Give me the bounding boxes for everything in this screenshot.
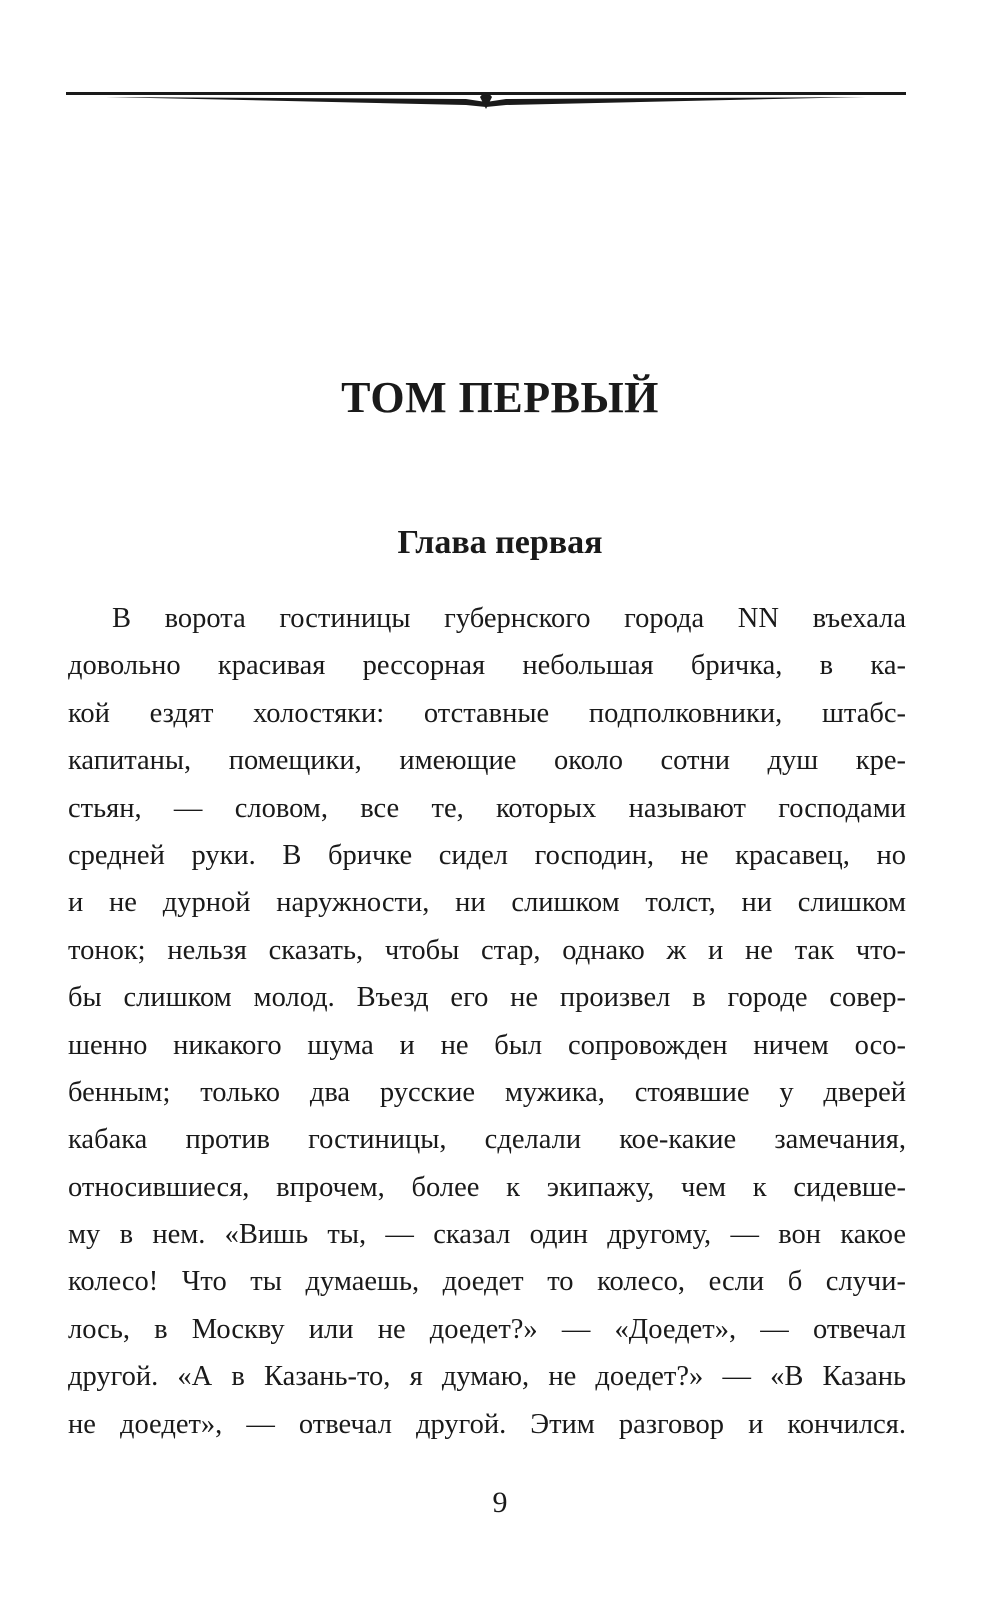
text-line: лось, в Москву или не доедет?» — «Доедет», — отвечал — [68, 1313, 906, 1345]
text-line: бы слишком молод. Въезд его не произвел в городе совер- — [68, 982, 906, 1014]
text-line: другой. «А в Казань-то, я думаю, не доедет?» — «В Казань — [68, 1361, 906, 1393]
text-line: кой ездят холостяки: отставные подполковники, штабс- — [68, 697, 906, 729]
header-ornament-rule — [66, 88, 906, 114]
text-line: бенным; только два русские мужика, стоявшие у дверей — [68, 1076, 906, 1108]
text-line: му в нем. «Вишь ты, — сказал один другому, — вон какое — [68, 1219, 906, 1251]
text-line: колесо! Что ты думаешь, доедет то колесо, если б случи- — [68, 1266, 906, 1298]
text-line: довольно красивая рессорная небольшая бричка, в ка- — [68, 650, 906, 682]
text-line: шенно никакого шума и не был сопровожден ничем осо- — [68, 1029, 906, 1061]
text-line: стьян, — словом, все те, которых называют господами — [68, 792, 906, 824]
page-number: 9 — [492, 1486, 508, 1519]
chapter-title: Глава первая — [397, 524, 603, 561]
chapter-text — [68, 595, 906, 1448]
text-line: относившиеся, впрочем, более к экипажу, чем к сидевше- — [68, 1171, 906, 1203]
text-line: и не дурной наружности, ни слишком толст, ни слишком — [68, 887, 906, 919]
text-line: капитаны, помещики, имеющие около сотни душ кре- — [68, 745, 906, 777]
ornament-center-drop — [480, 93, 492, 109]
text-line: не доедет», — отвечал другой. Этим разговор и кончился. — [68, 1408, 906, 1440]
volume-title: ТОМ ПЕРВЫЙ — [341, 373, 659, 422]
text-line: кабака против гостиницы, сделали кое-какие замечания, — [68, 1124, 906, 1156]
text-line: средней руки. В бричке сидел господин, не красавец, но — [68, 839, 906, 871]
text-line: В ворота гостиницы губернского города NN въехала — [112, 603, 906, 634]
text-line: тонок; нельзя сказать, чтобы стар, однако ж и не так что- — [68, 934, 906, 966]
